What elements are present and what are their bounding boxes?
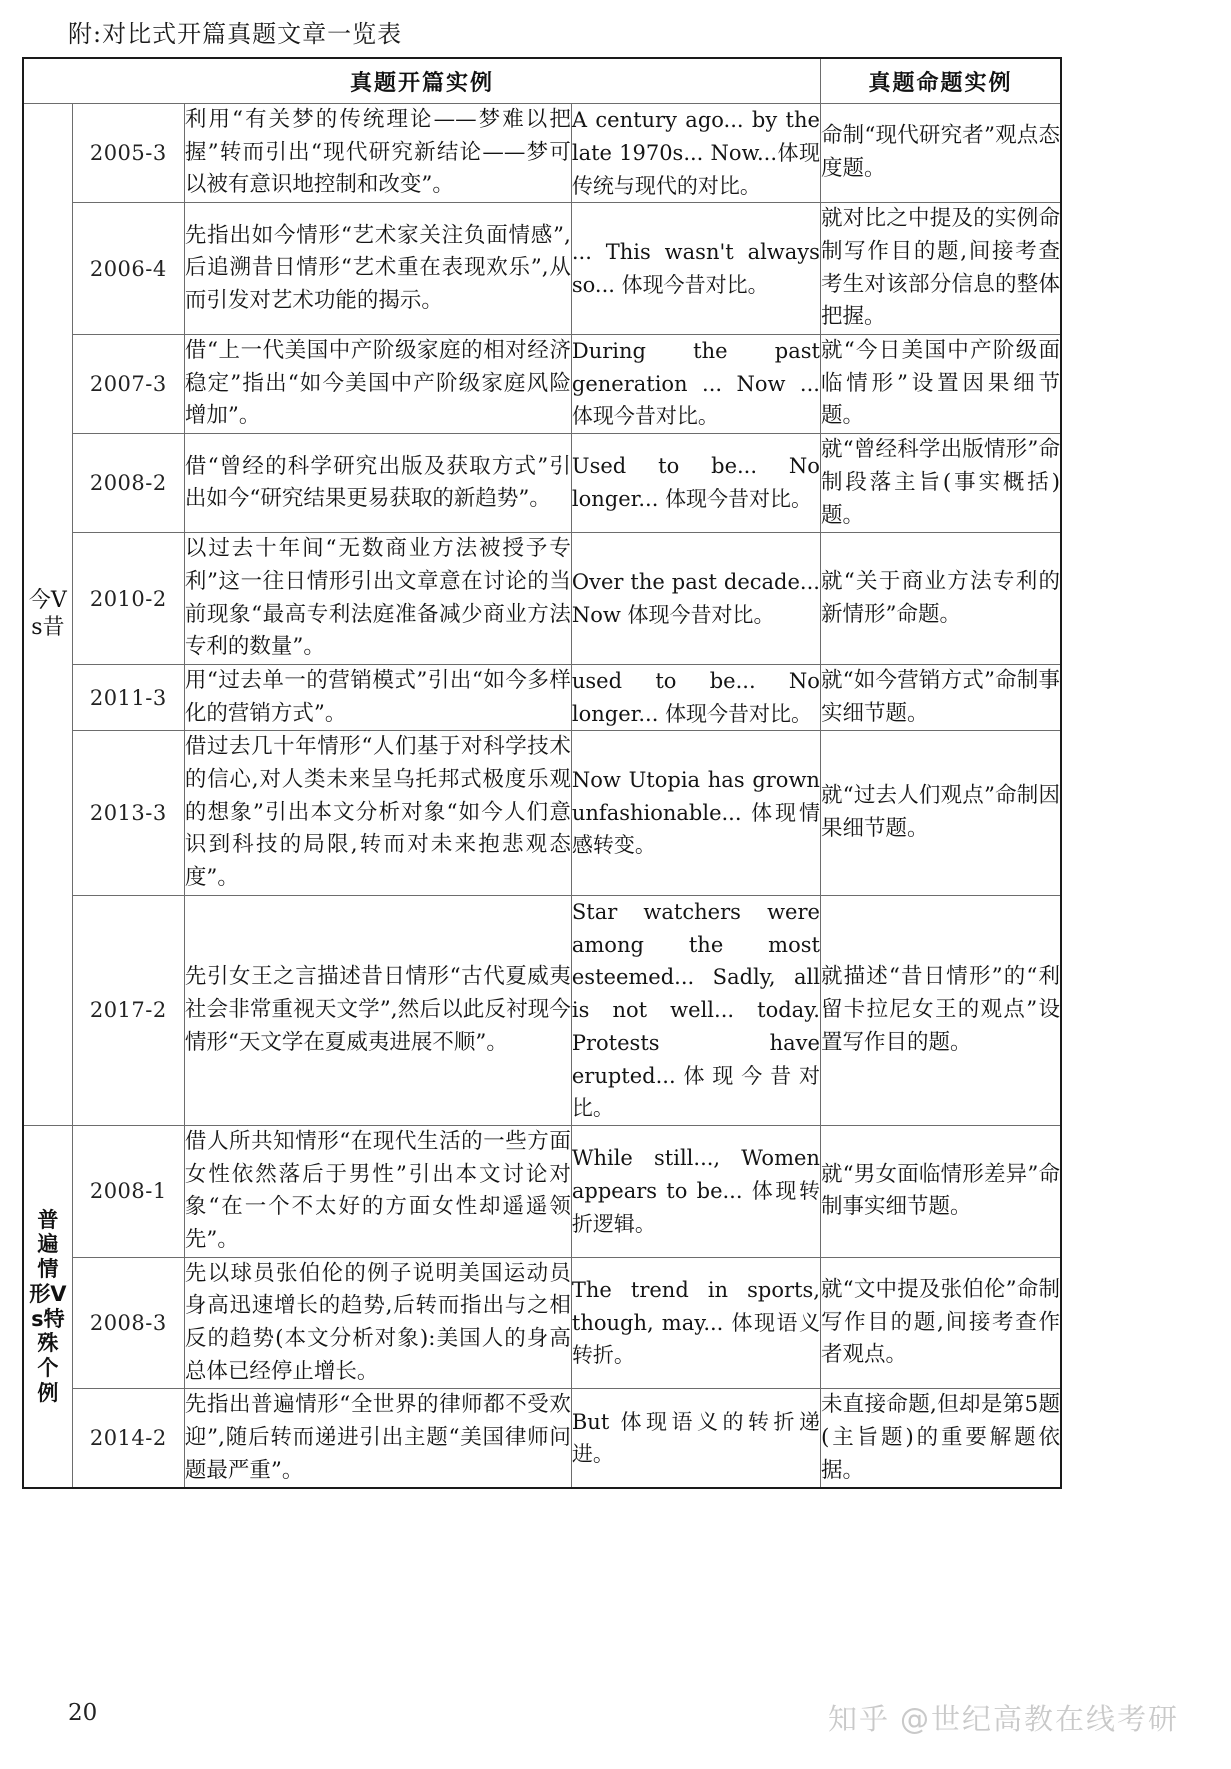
question-cell: 就“关于商业方法专利的新情形”命题。 (820, 533, 1061, 665)
english-signal-cell: Used to be... No longer... 体现今昔对比。 (571, 434, 820, 533)
question-cell: 就“如今营销方式”命制事实细节题。 (820, 664, 1061, 731)
header-question-examples: 真题命题实例 (820, 58, 1061, 104)
table-row (23, 1389, 1061, 1489)
table-header-row (23, 58, 1061, 104)
year-cell: 2010-2 (72, 533, 184, 665)
year-cell: 2008-1 (72, 1126, 184, 1258)
chinese-opening-cell: 先引女王之言描述昔日情形“古代夏威夷社会非常重视天文学”,然后以此反衬现今情形“天文学在夏威夷进展不顺”。 (184, 895, 571, 1125)
year-cell: 2008-2 (72, 434, 184, 533)
chinese-opening-cell: 用“过去单一的营销模式”引出“如今多样化的营销方式”。 (184, 664, 571, 731)
question-cell: 命制“现代研究者”观点态度题。 (820, 104, 1061, 203)
page-title: 附:对比式开篇真题文章一览表 (68, 20, 403, 48)
table-row (23, 731, 1061, 895)
question-cell: 就“曾经科学出版情形”命制段落主旨(事实概括)题。 (820, 434, 1061, 533)
question-cell: 就“过去人们观点”命制因果细节题。 (820, 731, 1061, 895)
table-row (23, 434, 1061, 533)
english-signal-cell: Over the past decade... Now 体现今昔对比。 (571, 533, 820, 665)
question-cell: 就“今日美国中产阶级面临情形”设置因果细节题。 (820, 334, 1061, 433)
year-cell: 2014-2 (72, 1389, 184, 1489)
chinese-opening-cell: 以过去十年间“无数商业方法被授予专利”这一往日情形引出文章意在讨论的当前现象“最高专利法庭准备减少商业方法专利的数量”。 (184, 533, 571, 665)
english-signal-cell: Now Utopia has grown unfashionable... 体现情感转变。 (571, 731, 820, 895)
year-cell: 2007-3 (72, 334, 184, 433)
chinese-opening-cell: 借“曾经的科学研究出版及获取方式”引出如今“研究结果更易获取的新趋势”。 (184, 434, 571, 533)
english-signal-cell: But 体现语义的转折递进。 (571, 1389, 820, 1489)
chinese-opening-cell: 先以球员张伯伦的例子说明美国运动员身高迅速增长的趋势,后转而指出与之相反的趋势(本文分析对象):美国人的身高总体已经停止增长。 (184, 1257, 571, 1389)
table-row (23, 104, 1061, 203)
watermark-brand: 知乎 (827, 1702, 890, 1736)
watermark-account: @世纪高教在线考研 (899, 1702, 1179, 1736)
chinese-opening-cell: 先指出普遍情形“全世界的律师都不受欢迎”,随后转而递进引出主题“美国律师问题最严重”。 (184, 1389, 571, 1489)
english-signal-cell: Star watchers were among the most esteemed... Sadly, all is not well... today. Protests have erupted...体现今昔对比。 (571, 895, 820, 1125)
english-signal-cell: used to be... No longer... 体现今昔对比。 (571, 664, 820, 731)
chinese-opening-cell: 借过去几十年情形“人们基于对科学技术的信心,对人类未来呈乌托邦式极度乐观的想象”引出本文分析对象“如今人们意识到科技的局限,转而对未来抱悲观态度”。 (184, 731, 571, 895)
year-cell: 2017-2 (72, 895, 184, 1125)
header-opening-examples: 真题开篇实例 (23, 58, 820, 104)
chinese-opening-cell: 借人所共知情形“在现代生活的一些方面女性依然落后于男性”引出本文讨论对象“在一个不太好的方面女性却遥遥领先”。 (184, 1126, 571, 1258)
table-body (23, 104, 1061, 1489)
year-cell: 2006-4 (72, 203, 184, 335)
english-signal-cell: ... This wasn't always so... 体现今昔对比。 (571, 203, 820, 335)
category-label: 普遍情形Vs特殊个例 (29, 1207, 67, 1405)
table-row (23, 203, 1061, 335)
english-signal-cell: During the past generation ... Now ... 体现今昔对比。 (571, 334, 820, 433)
year-cell: 2005-3 (72, 104, 184, 203)
english-signal-cell: The trend in sports, though, may... 体现语义转折。 (571, 1257, 820, 1389)
category-cell-jin-vs-xi (23, 104, 72, 1126)
year-cell: 2013-3 (72, 731, 184, 895)
english-signal-cell: While still..., Women appears to be... 体现转折逻辑。 (571, 1126, 820, 1258)
chinese-opening-cell: 先指出如今情形“艺术家关注负面情感”,后追溯昔日情形“艺术重在表现欢乐”,从而引发对艺术功能的揭示。 (184, 203, 571, 335)
table-header (23, 58, 1061, 104)
table-row (23, 334, 1061, 433)
year-cell: 2011-3 (72, 664, 184, 731)
category-cell-general-vs-special (23, 1126, 72, 1489)
english-signal-cell: A century ago... by the late 1970s... Now...体现传统与现代的对比。 (571, 104, 820, 203)
table-row (23, 533, 1061, 665)
table-row (23, 664, 1061, 731)
table-row (23, 1126, 1061, 1258)
question-cell: 就描述“昔日情形”的“利留卡拉尼女王的观点”设置写作目的题。 (820, 895, 1061, 1125)
comparison-openings-table (22, 57, 1062, 1489)
category-label: 今Vs昔 (28, 588, 67, 640)
table-row (23, 895, 1061, 1125)
question-cell: 就对比之中提及的实例命制写作目的题,间接考查考生对该部分信息的整体把握。 (820, 203, 1061, 335)
watermark (828, 1697, 1179, 1738)
chinese-opening-cell: 利用“有关梦的传统理论——梦难以把握”转而引出“现代研究新结论——梦可以被有意识地控制和改变”。 (184, 104, 571, 203)
year-cell: 2008-3 (72, 1257, 184, 1389)
question-cell: 就“文中提及张伯伦”命制写作目的题,间接考查作者观点。 (820, 1257, 1061, 1389)
table-row (23, 1257, 1061, 1389)
chinese-opening-cell: 借“上一代美国中产阶级家庭的相对经济稳定”指出“如今美国中产阶级家庭风险增加”。 (184, 334, 571, 433)
question-cell: 就“男女面临情形差异”命制事实细节题。 (820, 1126, 1061, 1258)
page-number: 20 (68, 1700, 98, 1726)
question-cell: 未直接命题,但却是第5题(主旨题)的重要解题依据。 (820, 1389, 1061, 1489)
